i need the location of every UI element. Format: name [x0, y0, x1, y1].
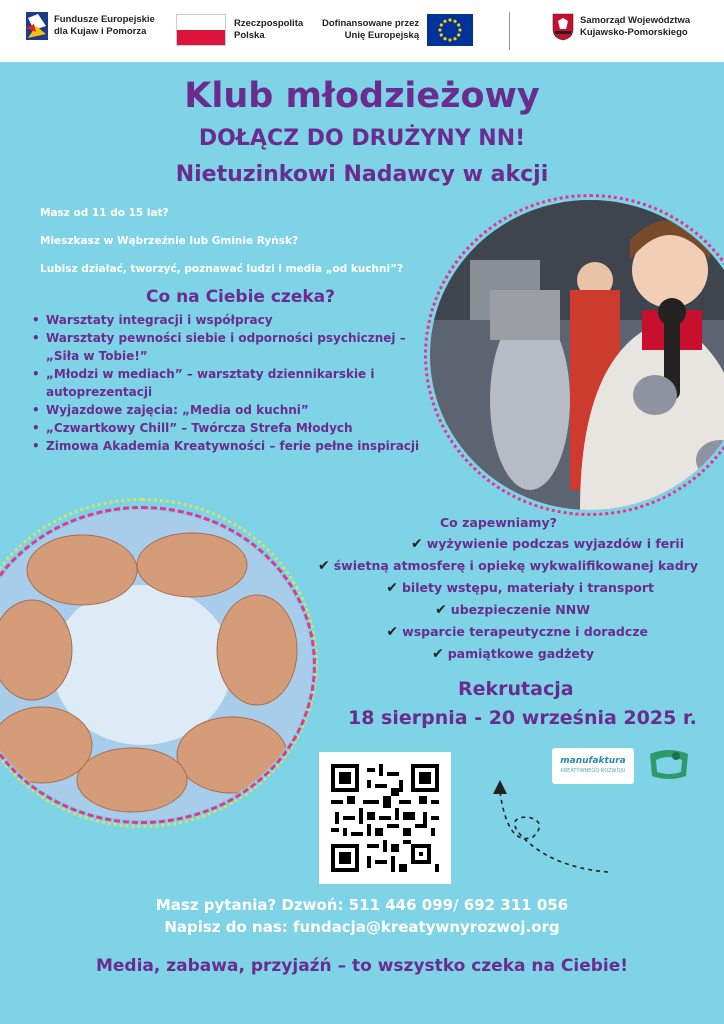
page-title: Klub młodzieżowy: [184, 76, 540, 116]
check-icon: ✔: [435, 602, 447, 618]
manufaktura-logo: [552, 748, 634, 784]
check-icon: ✔: [386, 580, 398, 596]
green-badge-logo: [646, 748, 692, 784]
offer-item: • Wyjazdowe zajęcia: „Media od kuchni”: [30, 401, 440, 419]
qr-code[interactable]: [319, 752, 451, 884]
provide-item: [208, 624, 648, 640]
manufaktura-logo-subtext: KREATYWNEGO ROZWOJU: [560, 768, 626, 774]
provide-item: [214, 580, 654, 596]
speaker-photo-ring: [424, 194, 724, 516]
question-interests: Lubisz działać, tworzyć, poznawać ludzi i media „od kuchni”?: [40, 263, 404, 275]
contact-phone: Masz pytania? Dzwoń: 511 446 099/ 692 311 056: [155, 896, 569, 914]
fe-logo-text: Fundusze Europejskie dla Kujaw i Pomorza: [54, 14, 155, 37]
rp-logo: [176, 14, 303, 46]
check-icon: ✔: [386, 624, 399, 640]
offer-item: • Zimowa Akademia Kreatywności – ferie pełne inspiracji: [30, 437, 440, 455]
provide-item: [244, 536, 684, 552]
offer-heading: Co na Ciebie czeka?: [146, 287, 335, 307]
footer-slogan: Media, zabawa, przyjaźń – to wszystko czeka na Ciebie!: [95, 956, 629, 976]
provide-item-label: świetną atmosferę i opiekę wykwalifikowanej kadry: [333, 558, 698, 573]
green-badge-icon: [646, 748, 692, 784]
logo-strip: [0, 0, 724, 62]
recruitment-heading: Rekrutacja: [458, 678, 574, 700]
provide-item-label: wsparcie terapeutyczne i doradcze: [402, 624, 648, 639]
provide-item: [154, 646, 594, 662]
subtitle: DOŁĄCZ DO DRUŻYNY NN!: [198, 126, 526, 151]
offer-item: • „Młodzi w mediach” – warsztaty dziennikarskie i autoprezentacji: [30, 365, 440, 401]
provide-heading: Co zapewniamy?: [440, 515, 557, 530]
rp-logo-text: Rzeczpospolita Polska: [234, 18, 304, 41]
fe-logo: [26, 12, 155, 40]
offer-item: • „Czwartkowy Chill” – Twórcza Strefa Młodych: [30, 419, 440, 437]
provide-item: [258, 558, 698, 574]
offer-item: • Warsztaty integracji i współpracy: [30, 311, 440, 329]
offer-list: [30, 311, 440, 455]
tagline: Nietuzinkowi Nadawcy w akcji: [175, 162, 549, 187]
provide-item-label: pamiątkowe gadżety: [447, 646, 594, 661]
dashed-arrow-icon: [488, 772, 628, 882]
check-icon: ✔: [432, 646, 444, 662]
check-icon: ✔: [411, 536, 423, 552]
region-logo: [552, 13, 690, 41]
provide-item-label: wyżywienie podczas wyjazdów i ferii: [426, 536, 684, 551]
question-age: Masz od 11 do 15 lat?: [40, 207, 169, 219]
provide-item: [150, 602, 590, 618]
question-location: Mieszkasz w Wąbrzeźnie lub Gminie Ryńsk?: [40, 235, 299, 247]
qr-code-icon: [331, 764, 439, 872]
provide-item-label: bilety wstępu, materiały i transport: [401, 580, 654, 595]
provide-item-label: ubezpieczenie NNW: [450, 602, 590, 617]
contact-email[interactable]: Napisz do nas: fundacja@kreatywnyrozwoj.org: [164, 918, 560, 936]
poland-flag-icon: [176, 14, 226, 46]
recruitment-dates: 18 sierpnia - 20 września 2025 r.: [348, 707, 697, 729]
offer-item: • Warsztaty pewności siebie i odporności psychicznej – „Siła w Tobie!”: [30, 329, 440, 365]
manufaktura-logo-text: manufaktura: [560, 756, 626, 766]
region-crest-icon: [552, 13, 574, 41]
region-logo-text: Samorząd Województwa Kujawsko-Pomorskiego: [580, 15, 691, 38]
eu-logo: [322, 14, 473, 46]
eu-flag-icon: [427, 14, 473, 46]
eu-logo-text: Dofinansowane przez Unię Europejską: [322, 18, 420, 41]
check-icon: ✔: [318, 558, 330, 574]
fe-emblem-icon: [26, 12, 48, 40]
logo-divider: [509, 12, 510, 50]
